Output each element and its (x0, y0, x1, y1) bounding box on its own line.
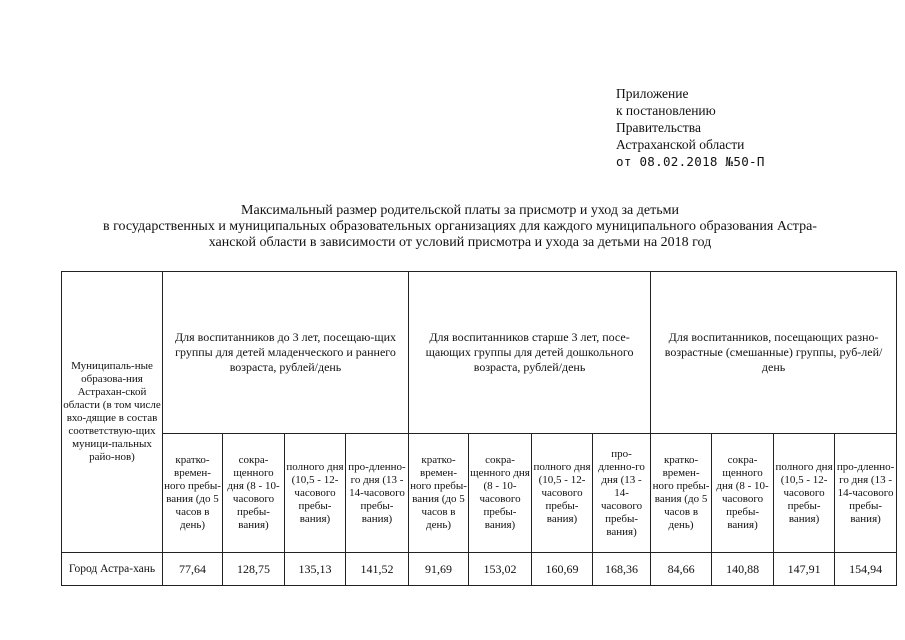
fee-cell: 91,69 (409, 553, 469, 586)
group-header-mixed: Для воспитанников, посещающих разно-возрастные (смешанные) группы, руб-лей/день (651, 272, 897, 434)
municipality-header: Муниципаль-ные образова-ния Астрахан-ской области (в том числе вхо-дящие в состав соответствую-щих муници-пальных райо-нов) (62, 272, 163, 553)
title-line: Максимальный размер родительской платы за присмотр и уход за детьми (241, 203, 679, 218)
fee-cell: 147,91 (774, 553, 835, 586)
subheader-full-day: полного дня (10,5 - 12-часового пребы-вания) (532, 434, 593, 553)
group-header-row (62, 272, 897, 434)
subheader-short-stay: кратко-времен-ного пребы-вания (до 5 часов в день) (409, 434, 469, 553)
fee-cell: 168,36 (593, 553, 651, 586)
subheader-reduced-day: сокра-щенного дня (8 - 10-часового пребы-вания) (223, 434, 285, 553)
subheader-reduced-day: сокра-щенного дня (8 - 10-часового пребы-вания) (469, 434, 532, 553)
subheader-full-day: полного дня (10,5 - 12-часового пребы-вания) (285, 434, 346, 553)
appendix-block (616, 85, 765, 170)
appendix-line: Правительства (616, 120, 701, 135)
group-header-over3: Для воспитанников старше 3 лет, посе-щающих группы для детей дошкольного возраста, рублей/день (409, 272, 651, 434)
fee-cell: 128,75 (223, 553, 285, 586)
document-title (40, 203, 880, 251)
municipality-name: Город Астра-хань (62, 553, 163, 586)
subheader-extended-day: про-дленно-го дня (13 - 14-часового пребы-вания) (593, 434, 651, 553)
title-line: в государственных и муниципальных образовательных организациях для каждого муниципального образования Астра- (103, 219, 817, 234)
fee-cell: 77,64 (163, 553, 223, 586)
subheader-reduced-day: сокра-щенного дня (8 - 10-часового пребы-вания) (712, 434, 774, 553)
sub-header-row (62, 434, 897, 553)
title-line: ханской области в зависимости от условий присмотра и ухода за детьми на 2018 год (208, 235, 712, 250)
subheader-short-stay: кратко-времен-ного пребы-вания (до 5 часов в день) (163, 434, 223, 553)
fee-cell: 135,13 (285, 553, 346, 586)
fee-cell: 154,94 (835, 553, 897, 586)
fee-cell: 140,88 (712, 553, 774, 586)
appendix-line: к постановлению (616, 103, 716, 118)
group-header-under3: Для воспитанников до 3 лет, посещаю-щих группы для детей младенческого и раннего возраста, рублей/день (163, 272, 409, 434)
appendix-line: Астраханской области (616, 137, 745, 152)
fee-cell: 84,66 (651, 553, 712, 586)
table-row (62, 553, 897, 586)
fee-cell: 141,52 (346, 553, 409, 586)
appendix-line: Приложение (616, 86, 689, 101)
fee-cell: 160,69 (532, 553, 593, 586)
subheader-full-day: полного дня (10,5 - 12-часового пребы-вания) (774, 434, 835, 553)
fee-cell: 153,02 (469, 553, 532, 586)
appendix-date: от 08.02.2018 №50-П (616, 154, 765, 169)
subheader-extended-day: про-дленно-го дня (13 - 14-часового пребы-вания) (835, 434, 897, 553)
fee-table (61, 271, 897, 586)
subheader-extended-day: про-дленно-го дня (13 - 14-часового пребы-вания) (346, 434, 409, 553)
subheader-short-stay: кратко-времен-ного пребы-вания (до 5 часов в день) (651, 434, 712, 553)
